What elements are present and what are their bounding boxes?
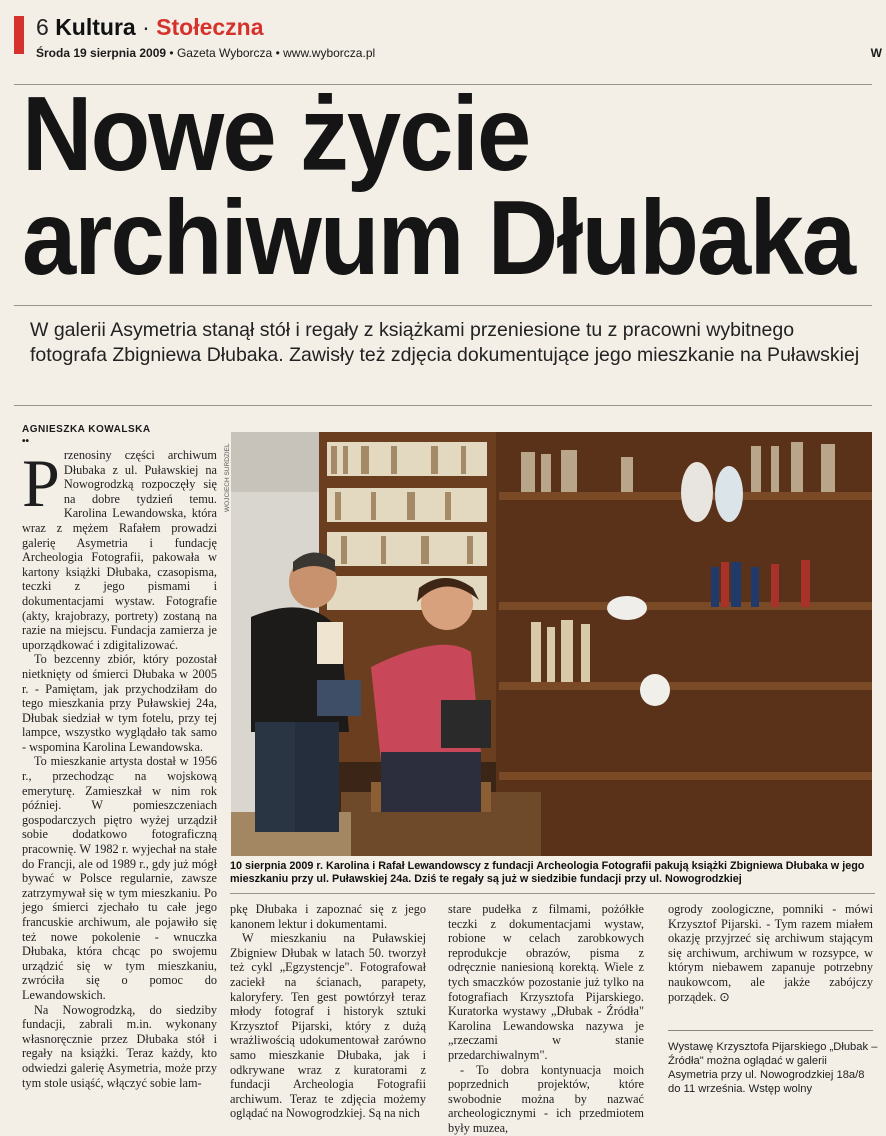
end-mark: ⊙ <box>719 989 730 1004</box>
bookshelf-scene-image <box>231 432 872 856</box>
article-column-1 <box>22 445 217 1110</box>
paper-name: Gazeta Wyborcza <box>176 46 273 60</box>
article-column-2 <box>230 902 426 1121</box>
paragraph: ogrody zoologiczne, pomniki - mówi Krzysztof Pijarski. - Tym razem miałem okazję przyjrzeć się archiwum stającym się archiwum, archiwum w rozsypce, w którym niebawem zapanuje potrzebny naukowcom, ale jakże zabójczy porządek. ⊙ <box>668 902 873 1004</box>
edge-letter: W <box>870 46 882 60</box>
drop-cap: P <box>22 445 60 521</box>
article-photo <box>231 432 872 856</box>
byline: AGNIESZKA KOWALSKA <box>22 424 151 435</box>
paragraph: To mieszkanie artysta dostał w 1956 r., przechodząc na wojskową emeryturę. Zamieszkał w nim rok później. W pomieszczeniach gospodarczych piętro wyżej urządził sobie dodatkowo fotograficzną pracownię. W 1982 r. wyjechał na stałe do Francji, ale od 1989 r., gdy już mógł bywać w Polsce regularnie, zawsze zatrzymywał się w tym mieszkaniu. Po jego śmierci zjechało tu całe jego francuskie archiwum, ale pojawiło się też nowe pokolenie - wnuczka Dłubaka, która chcąc po swojemu urządzić się w tym mieszkaniu, zwróciła się o pomoc do Lewandowskich. <box>22 754 217 1002</box>
paper-url: www.wyborcza.pl <box>283 46 376 60</box>
section-color-bar <box>14 16 24 54</box>
paragraph: stare pudełka z filmami, pożółkłe teczki z dokumentacjami wystaw, robione w celach zarobkowych reprodukcje obrazów, pisma z odręcznie naniesioną korektą. Wiele z tych smaczków pozostanie już tylko na fotografiach Krzysztofa Pijarskiego. Kuratorka wystawy „Dłubak - Źródła" Karolina Lewandowska nazywa je „rzeczami w stanie przedarchiwalnym". <box>448 902 644 1062</box>
headline-line-2: archiwum Dłubaka <box>22 179 855 297</box>
paragraph: Przenosiny części archiwum Dłubaka z ul. Puławskiej na Nowogrodzką rozpoczęły się na dobre tydzień temu. Karolina Lewandowska, która wraz z mężem Rafałem prowadzi galerię Asymetria i fundację Archeologia Fotografii, pakowała w kartony książki Dłubaka, czasopisma, teczki z jego pismami i dokumentacjami wystaw. Fotografie (akty, krajobrazy, portrety) zostaną na razie na miejscu. Fundacja zamierza je uporządkować i zdigitalizować. <box>22 445 217 652</box>
section-header <box>36 14 264 41</box>
paragraph: - To dobra kontynuacja moich poprzednich projektów, które swobodnie można by nazwać archeologicznymi - ich przedmiotem były muzea, <box>448 1062 644 1135</box>
headline <box>22 75 855 297</box>
headline-line-1: Nowe życie <box>22 75 530 193</box>
photo-credit: WOJCIECH SURDZIEL <box>224 443 231 512</box>
issue-meta: Środa 19 sierpnia 2009 • Gazeta Wyborcza • www.wyborcza.pl <box>36 46 376 60</box>
exhibition-info-box: Wystawę Krzysztofa Pijarskiego „Dłubak – Źródła" można oglądać w galerii Asymetria przy ul. Nowogrodzkiej 18a/8 do 11 września. Wstęp wolny <box>668 1041 878 1095</box>
photo-caption: 10 sierpnia 2009 r. Karolina i Rafał Lewandowscy z fundacji Archeologia Fotografii pakują książki Zbigniewa Dłubaka w jego mieszkaniu przy ul. Puławskiej 24a. Dziś te regały są już w siedzibie fundacji przy ul. Nowogrodzkiej <box>230 860 865 885</box>
subsection-name: Stołeczna <box>156 14 264 40</box>
headline-rule <box>14 305 872 306</box>
article-column-4 <box>668 902 873 1020</box>
section-separator: · <box>142 14 150 40</box>
paragraph: To bezcenny zbiór, który pozostał nietknięty od śmierci Dłubaka w 2005 r. - Pamiętam, jak przychodziłam do tego mieszkania przy Puławskiej 24a, Dłubak siedział w tym fotelu, przy tej lampce, wszystko wyglądało tak samo - wspomina Karolina Lewandowska. <box>22 652 217 754</box>
info-box-rule <box>668 1030 873 1031</box>
caption-rule <box>230 893 875 894</box>
section-name: Kultura <box>55 14 136 40</box>
article-column-3 <box>448 902 644 1135</box>
page-number: 6 <box>36 14 49 40</box>
byline-dots: •• <box>22 436 30 447</box>
paragraph: W mieszkaniu na Puławskiej Zbigniew Dłubak w latach 50. tworzył też cykl „Egzystencje". Fotografował zaciekł na ścianach, parapety, kaloryfery. Ten gest powtórzył teraz młody fotograf i historyk sztuki Krzysztof Pijarski, który z dużą wrażliwością udokumentował zarówno samo mieszkanie Dłubaka, jak i odkrywane wraz z kuratorami z fundacji Archeologia Fotografii archiwum. Teraz te zdjęcia możemy oglądać na Nowogrodzkiej. Są na nich <box>230 931 426 1121</box>
paragraph: pkę Dłubaka i zapoznać się z jego kanonem lektur i dokumentami. <box>230 902 426 931</box>
paragraph: Na Nowogrodzką, do siedziby fundacji, zabrali m.in. wykonany własnoręcznie przez Dłubaka stół i regały na książki. Teraz każdy, kto odwiedzi galerię Asymetria, może przy tym stole usiąść, włączyć sobie lam- <box>22 1002 217 1090</box>
lead-rule <box>14 405 872 406</box>
issue-date: Środa 19 sierpnia 2009 <box>36 46 167 60</box>
lead-paragraph: W galerii Asymetria stanął stół i regały z książkami przeniesione tu z pracowni wybitnego fotografa Zbigniewa Dłubaka. Zawisły też zdjęcia dokumentujące jego mieszkanie na Puławskiej <box>30 319 860 366</box>
